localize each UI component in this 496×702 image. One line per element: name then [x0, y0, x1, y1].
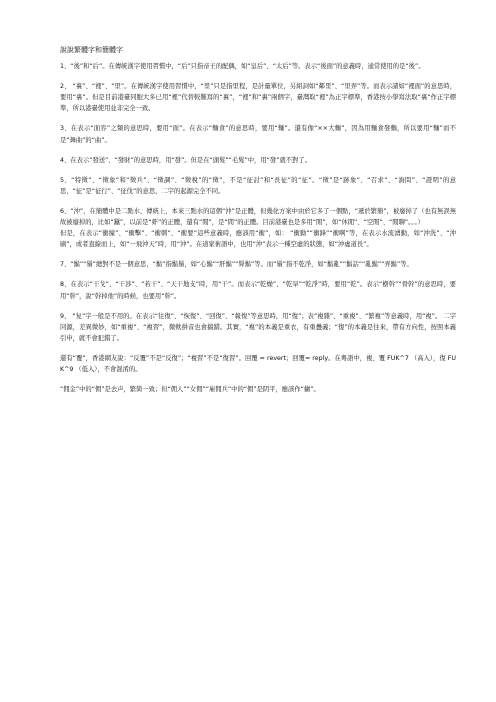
- paragraph-text: 還有“覆”，香港網友說：“反覆”不是“反復”；“複習”不是“復習”。回覆 = revert；回覆= reply。在粵語中，複、覆 FUK^7 （高入），復 FUK^9 （低入），不會混淆的。: [60, 355, 456, 374]
- paragraph-5: [60, 175, 456, 197]
- document-page: [46, 44, 456, 404]
- paragraph-1: [60, 61, 456, 72]
- paragraph-text: 7、“鬍”“鬚”總對不是一個意思，“鬍”指鬍鬚，如“心鬍”“肝鬍”“腎鬍”等。而“鬚”指不乾淨，如“鬍亂”“鬍話”“亂鬍”“弄鬍”等。: [60, 261, 413, 269]
- paragraph-9: [60, 311, 456, 345]
- paragraph-2: [60, 81, 456, 115]
- paragraph-text-continued: 但是，在表示“衝撞”、“衝擊”、“衝刺”、“衝要”這些意義時，應該用“衝”，如： “衝動”“衝鋒”“衝啊”等，在表示水流湧動，如“沖洗”、“沖刷”，或者直線而上，如“一飛沖天”時，用“沖”。在道家術語中，也用“沖”表示一種空虛的狀態，如“沖虛道長”。: [60, 230, 456, 249]
- paragraph-text: 2、 “裏”、“裡”、“里”。在傳統漢字使用習慣中，“里”只是指里程，是計量單位，另組詞如“鄰里”、“里弄”等。而表示諸如“裡面”的意思時，要用“裏”。但是目前港臺同胞大多已用“裡”代替較難寫的“裏”，“裡”和“裏”兩個字，臺灣取“裡”為正字標準，香港按小學寫法取“裏”作正字標準，所以港臺使用並非完全一致。: [60, 83, 456, 113]
- paragraph-text: “佣金”中的“佣”是去声，繁简一致；但“佣人”“女佣”“雇佣兵”中的“佣”是阴平，應該作“傭”。: [60, 386, 320, 394]
- paragraph-text: 3、在表示“面容”之類的意思時，要用“面”。在表示“麵食”的意思時，要用“麵”。還有像“××大麵”，因為用麵食發麵，所以要用“麵”而不是“舞曲”的“曲”。: [60, 125, 456, 144]
- document-title: 說說繁體字和簡體字: [60, 46, 123, 54]
- paragraph-text: 5、“特徵”、“徵象”和“徵兵”、“徵調”、“徵稅”的“徵”，不是“征討”和“長征”的“征”。“徵”是“跡象”、“召求”、“詢問”、“證明”的意思，“征”是“征行”、“征伐”的意思，二字的起源完全不同。: [60, 176, 456, 195]
- paragraph-text: 4、在表示“發送”、“發財”的意思時，用“發”。但是在“頭髮”“毛髮”中，用“發”就不對了。: [60, 156, 311, 164]
- paragraph-10: [60, 353, 456, 375]
- paragraph-text: 1、“後”和“后”。在傳統漢字使用習慣中，“后”只指帝王的配偶，如“皇后”、“太后”等。表示“後面”的意義時，通常使用的是“後”。: [60, 63, 425, 70]
- paragraph-text: 8、在表示“干戈”、“干涉”、“若干”、“天干地支”時，用“干”。而表示“乾燥”、“乾旱”“乾淨”時，要用“乾”。表示“樹幹”“骨幹”的意思時，要用“幹”，說“幹掉他”的時候，也要用“幹”。: [60, 281, 456, 300]
- paragraph-text: 6、“沖”，在簡體中是二點水，傳統上，本來三點水的這個“沖”是正體，但幾化方案中由於它多了一個點，“遞於繁簡”，被廢掉了（也有無誤無故被廢掉的，比如“蠶”，以前是“虾”的正體，還有“閒”，是“間”的正體。目前港臺也是多用“閒”，如“休閒”、“空閒”、“閒聊”。。。）: [60, 207, 456, 227]
- paragraph-text: 9、 “复”字一般是不用的。在表示“往復”、“恢復”、“回復”、“報復”等意思時，用“復”；表“複雜”、“重複”、“繁複”等意義時，用“複”。 二字同源，差異微妙，如“重複”、“複習”，微軟拼音也會搞錯。其實，“複”的本義是重衣，有重疊義；“復”的本義是往來，帶有方向性，按照本義引申，就不會犯錯了。: [60, 312, 456, 343]
- paragraph-6: [60, 206, 456, 251]
- paragraph-8: [60, 279, 456, 301]
- paragraph-4: [60, 155, 456, 166]
- paragraph-11: [60, 384, 456, 395]
- paragraph-3: [60, 123, 456, 145]
- paragraph-7: [60, 259, 456, 270]
